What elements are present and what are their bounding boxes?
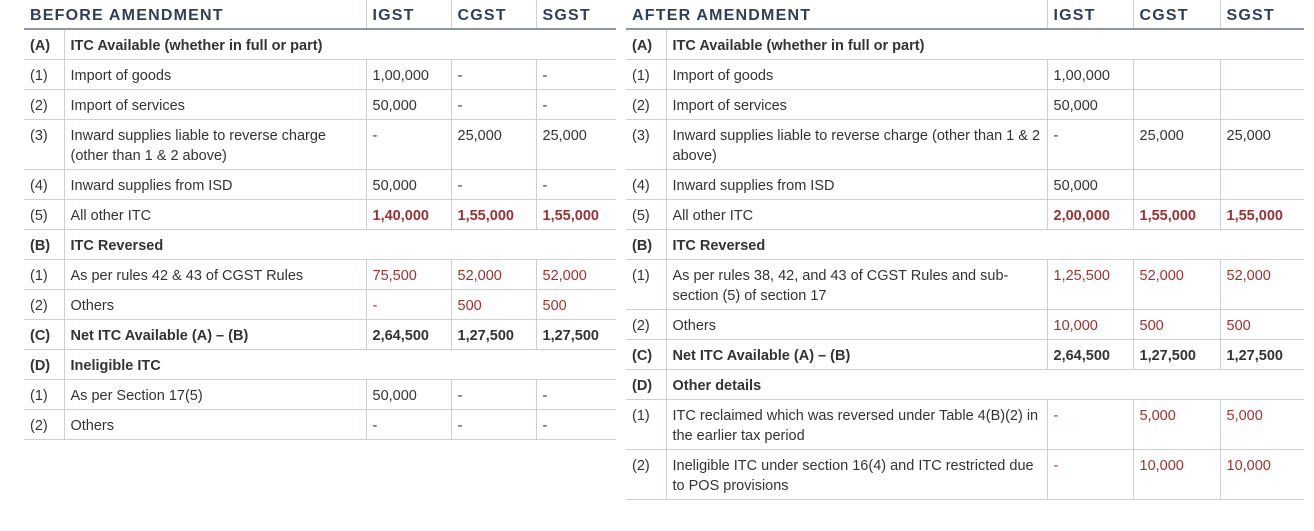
sgst-value: 25,000 [1220, 120, 1304, 170]
after-table-row [626, 170, 1304, 200]
row-code: (4) [626, 170, 666, 200]
row-description: Ineligible ITC [64, 350, 616, 380]
row-description: ITC Reversed [64, 230, 616, 260]
row-description: Net ITC Available (A) – (B) [64, 320, 366, 350]
after-amendment-title: AFTER AMENDMENT [626, 0, 1047, 29]
igst-value: 1,00,000 [366, 60, 451, 90]
after-table-row [626, 90, 1304, 120]
row-code: (2) [626, 90, 666, 120]
row-code: (4) [24, 170, 64, 200]
sgst-value: 25,000 [536, 120, 616, 170]
sgst-value: 500 [1220, 310, 1304, 340]
row-code: (1) [626, 260, 666, 310]
row-description: As per rules 38, 42, and 43 of CGST Rules and sub-section (5) of section 17 [666, 260, 1047, 310]
before-table-row [24, 120, 616, 170]
row-description: Others [64, 290, 366, 320]
sgst-value: 1,55,000 [536, 200, 616, 230]
sgst-header: SGST [1220, 0, 1304, 29]
sgst-value: - [536, 90, 616, 120]
igst-header: IGST [1047, 0, 1133, 29]
sgst-value: - [536, 170, 616, 200]
row-code: (5) [24, 200, 64, 230]
row-code: (3) [626, 120, 666, 170]
row-code: (C) [24, 320, 64, 350]
cgst-value: - [451, 410, 536, 440]
sgst-value [1220, 60, 1304, 90]
before-table-row [24, 230, 616, 260]
igst-value: 1,00,000 [1047, 60, 1133, 90]
sgst-value: 1,55,000 [1220, 200, 1304, 230]
row-code: (C) [626, 340, 666, 370]
row-code: (A) [626, 29, 666, 60]
row-code: (2) [24, 90, 64, 120]
before-table-row [24, 29, 616, 60]
row-description: Others [64, 410, 366, 440]
after-table-row [626, 450, 1304, 500]
sgst-value: 52,000 [536, 260, 616, 290]
row-description: Ineligible ITC under section 16(4) and ITC restricted due to POS provisions [666, 450, 1047, 500]
row-description: Inward supplies liable to reverse charge (other than 1 & 2 above) [64, 120, 366, 170]
sgst-value: 10,000 [1220, 450, 1304, 500]
row-code: (1) [24, 60, 64, 90]
igst-value: 50,000 [366, 170, 451, 200]
row-description: All other ITC [666, 200, 1047, 230]
after-table-row [626, 370, 1304, 400]
row-code: (1) [626, 60, 666, 90]
cgst-value: 1,55,000 [451, 200, 536, 230]
cgst-value [1133, 60, 1220, 90]
before-table-row [24, 380, 616, 410]
row-code: (2) [24, 290, 64, 320]
before-table-row [24, 260, 616, 290]
row-description: ITC Available (whether in full or part) [64, 29, 616, 60]
sgst-value: 5,000 [1220, 400, 1304, 450]
row-code: (B) [626, 230, 666, 260]
before-table-row [24, 290, 616, 320]
before-table-row [24, 350, 616, 380]
sgst-value [1220, 90, 1304, 120]
before-amendment-title: BEFORE AMENDMENT [24, 0, 366, 29]
after-table-row [626, 60, 1304, 90]
cgst-header: CGST [1133, 0, 1220, 29]
cgst-value: 52,000 [451, 260, 536, 290]
row-code: (5) [626, 200, 666, 230]
row-description: Inward supplies from ISD [666, 170, 1047, 200]
row-description: ITC reclaimed which was reversed under Table 4(B)(2) in the earlier tax period [666, 400, 1047, 450]
row-description: Import of goods [64, 60, 366, 90]
sgst-value: - [536, 380, 616, 410]
cgst-value: 5,000 [1133, 400, 1220, 450]
row-description: Import of services [666, 90, 1047, 120]
sgst-value [1220, 170, 1304, 200]
cgst-value: 500 [451, 290, 536, 320]
igst-value: 75,500 [366, 260, 451, 290]
before-table-row [24, 320, 616, 350]
after-table-row [626, 340, 1304, 370]
before-table-row [24, 200, 616, 230]
cgst-value: 10,000 [1133, 450, 1220, 500]
igst-value: 50,000 [366, 380, 451, 410]
igst-value: - [1047, 400, 1133, 450]
row-description: Other details [666, 370, 1304, 400]
row-code: (A) [24, 29, 64, 60]
row-description: As per Section 17(5) [64, 380, 366, 410]
row-code: (1) [626, 400, 666, 450]
igst-value: - [366, 290, 451, 320]
sgst-value: 1,27,500 [536, 320, 616, 350]
row-code: (3) [24, 120, 64, 170]
cgst-value: 25,000 [1133, 120, 1220, 170]
after-table-row [626, 230, 1304, 260]
row-description: ITC Available (whether in full or part) [666, 29, 1304, 60]
cgst-value: 52,000 [1133, 260, 1220, 310]
igst-value: - [1047, 450, 1133, 500]
row-code: (B) [24, 230, 64, 260]
after-table-row [626, 29, 1304, 60]
before-amendment-table [24, 0, 616, 440]
cgst-value [1133, 170, 1220, 200]
row-description: ITC Reversed [666, 230, 1304, 260]
sgst-header: SGST [536, 0, 616, 29]
sgst-value: 500 [536, 290, 616, 320]
row-description: Import of services [64, 90, 366, 120]
row-code: (1) [24, 260, 64, 290]
after-table-row [626, 200, 1304, 230]
after-table-row [626, 120, 1304, 170]
row-description: All other ITC [64, 200, 366, 230]
igst-value: - [366, 120, 451, 170]
igst-value: 50,000 [366, 90, 451, 120]
row-code: (D) [626, 370, 666, 400]
igst-value: 2,00,000 [1047, 200, 1133, 230]
cgst-value: - [451, 60, 536, 90]
cgst-value: 500 [1133, 310, 1220, 340]
igst-header: IGST [366, 0, 451, 29]
row-code: (D) [24, 350, 64, 380]
before-table-row [24, 60, 616, 90]
after-header-row [626, 0, 1304, 29]
sgst-value: 52,000 [1220, 260, 1304, 310]
row-description: Inward supplies from ISD [64, 170, 366, 200]
before-table-row [24, 410, 616, 440]
igst-value: 50,000 [1047, 170, 1133, 200]
cgst-value: - [451, 90, 536, 120]
cgst-header: CGST [451, 0, 536, 29]
sgst-value: - [536, 410, 616, 440]
row-code: (2) [626, 450, 666, 500]
after-table-row [626, 260, 1304, 310]
row-code: (2) [24, 410, 64, 440]
cgst-value: 1,27,500 [451, 320, 536, 350]
cgst-value: - [451, 380, 536, 410]
before-header-row [24, 0, 616, 29]
cgst-value: 1,55,000 [1133, 200, 1220, 230]
row-description: As per rules 42 & 43 of CGST Rules [64, 260, 366, 290]
igst-value: - [1047, 120, 1133, 170]
cgst-value [1133, 90, 1220, 120]
igst-value: 1,25,500 [1047, 260, 1133, 310]
row-description: Import of goods [666, 60, 1047, 90]
row-description: Inward supplies liable to reverse charge (other than 1 & 2 above) [666, 120, 1047, 170]
cgst-value: 25,000 [451, 120, 536, 170]
igst-value: 2,64,500 [366, 320, 451, 350]
cgst-value: 1,27,500 [1133, 340, 1220, 370]
before-table-row [24, 90, 616, 120]
row-code: (1) [24, 380, 64, 410]
igst-value: 50,000 [1047, 90, 1133, 120]
row-code: (2) [626, 310, 666, 340]
igst-value: 10,000 [1047, 310, 1133, 340]
sgst-value: 1,27,500 [1220, 340, 1304, 370]
row-description: Net ITC Available (A) – (B) [666, 340, 1047, 370]
before-table-row [24, 170, 616, 200]
igst-value: 1,40,000 [366, 200, 451, 230]
cgst-value: - [451, 170, 536, 200]
after-table-row [626, 310, 1304, 340]
after-table-row [626, 400, 1304, 450]
row-description: Others [666, 310, 1047, 340]
sgst-value: - [536, 60, 616, 90]
igst-value: - [366, 410, 451, 440]
igst-value: 2,64,500 [1047, 340, 1133, 370]
after-amendment-table [626, 0, 1304, 500]
